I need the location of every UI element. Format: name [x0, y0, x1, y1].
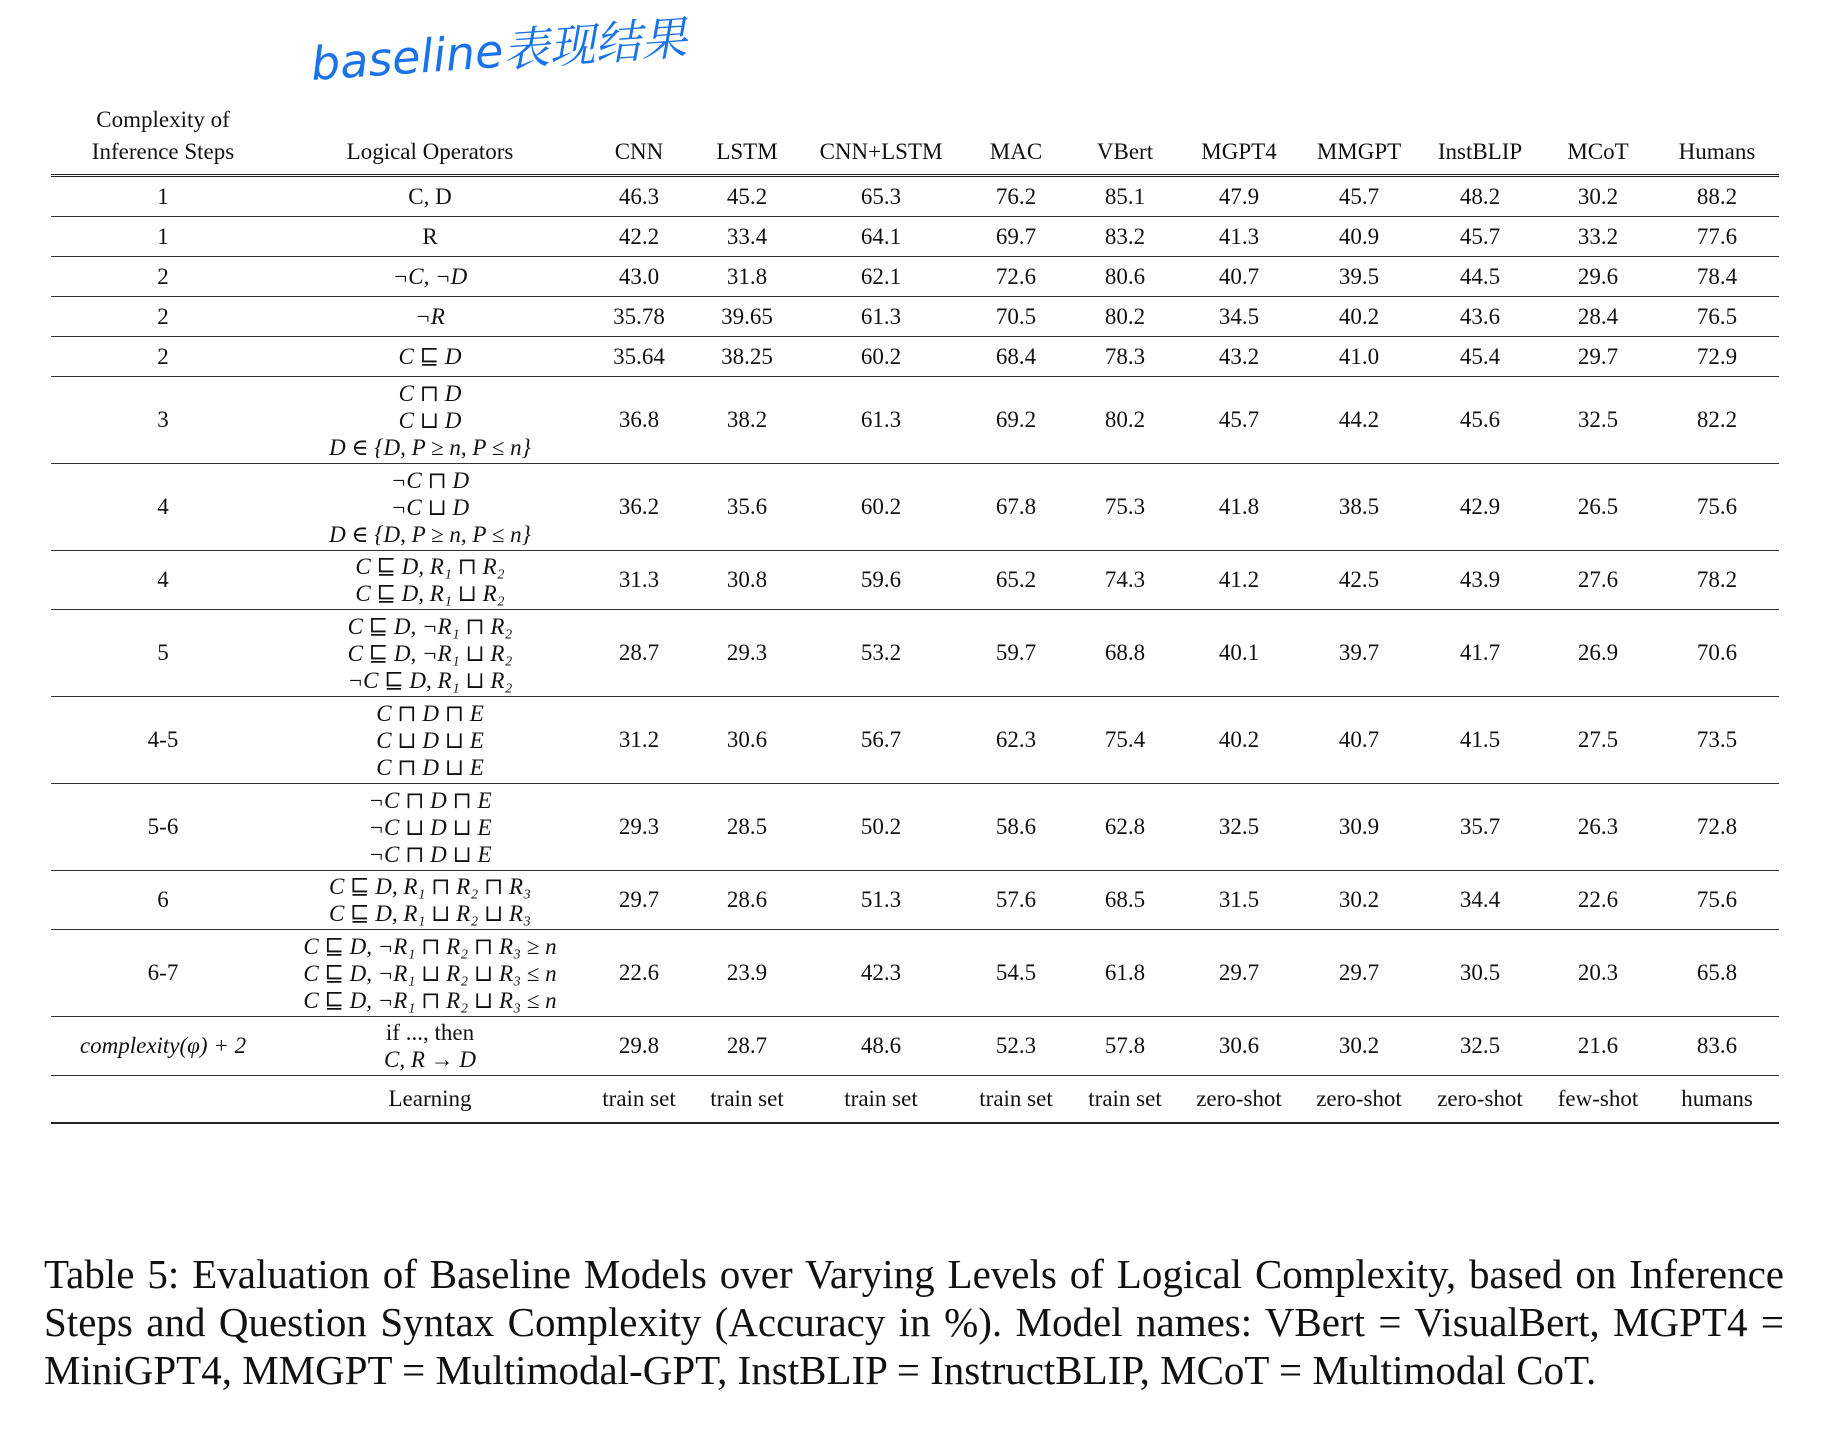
- cell-value: 23.9: [693, 930, 801, 1017]
- annotation-text: baseline表现结果: [309, 10, 689, 91]
- learning-value: train set: [801, 1076, 961, 1124]
- cell-value: 29.6: [1541, 257, 1655, 297]
- operator-line: C ⊑ D: [398, 343, 462, 369]
- cell-value: 45.7: [1299, 176, 1419, 217]
- cell-value: 60.2: [801, 464, 961, 551]
- header-operators: Logical Operators: [275, 96, 585, 176]
- cell-value: 30.8: [693, 551, 801, 610]
- cell-value: 35.78: [585, 297, 693, 337]
- cell-value: 36.2: [585, 464, 693, 551]
- cell-operators: [275, 257, 585, 297]
- header-model: MGPT4: [1179, 96, 1299, 176]
- cell-value: 31.2: [585, 697, 693, 784]
- cell-value: 75.6: [1655, 871, 1779, 930]
- cell-value: 22.6: [585, 930, 693, 1017]
- cell-value: 43.9: [1419, 551, 1541, 610]
- cell-value: 45.2: [693, 176, 801, 217]
- cell-value: 41.0: [1299, 337, 1419, 377]
- cell-value: 31.5: [1179, 871, 1299, 930]
- cell-value: 38.25: [693, 337, 801, 377]
- learning-value: train set: [693, 1076, 801, 1124]
- cell-value: 40.7: [1179, 257, 1299, 297]
- cell-value: 35.64: [585, 337, 693, 377]
- cell-value: 27.6: [1541, 551, 1655, 610]
- cell-value: 61.3: [801, 377, 961, 464]
- cell-value: 42.9: [1419, 464, 1541, 551]
- cell-value: 40.2: [1179, 697, 1299, 784]
- cell-value: 74.3: [1071, 551, 1179, 610]
- cell-value: 30.9: [1299, 784, 1419, 871]
- cell-operators: [275, 176, 585, 217]
- learning-value: train set: [1071, 1076, 1179, 1124]
- operator-line: C ⊑ D, R₁ ⊓ R₂: [355, 554, 505, 579]
- cell-value: 72.6: [961, 257, 1071, 297]
- header-complexity-line1: Complexity of: [96, 106, 230, 132]
- cell-value: 29.7: [585, 871, 693, 930]
- cell-value: 70.6: [1655, 610, 1779, 697]
- cell-operators: [275, 871, 585, 930]
- header-model: InstBLIP: [1419, 96, 1541, 176]
- operator-line: C ⊔ D ⊔ E: [376, 727, 484, 753]
- operator-line: C, D: [408, 183, 452, 209]
- cell-value: 30.2: [1299, 1017, 1419, 1076]
- header-complexity: [51, 96, 275, 176]
- cell-value: 47.9: [1179, 176, 1299, 217]
- header-model: VBert: [1071, 96, 1179, 176]
- cell-operators: [275, 297, 585, 337]
- cell-steps: complexity(φ) + 2: [51, 1017, 275, 1076]
- cell-value: 75.6: [1655, 464, 1779, 551]
- cell-value: 72.9: [1655, 337, 1779, 377]
- cell-value: 41.8: [1179, 464, 1299, 551]
- cell-operators: [275, 377, 585, 464]
- cell-operators: [275, 217, 585, 257]
- cell-value: 64.1: [801, 217, 961, 257]
- cell-steps: 1: [51, 217, 275, 257]
- operator-line: C ⊑ D, R₁ ⊔ R₂ ⊔ R₃: [328, 901, 532, 926]
- table-row: [51, 697, 1779, 784]
- cell-steps: 4-5: [51, 697, 275, 784]
- table-row: [51, 464, 1779, 551]
- operator-line: C ⊑ D, ¬R₁ ⊓ R₂ ⊔ R₃ ≤ n: [303, 987, 557, 1013]
- cell-value: 28.5: [693, 784, 801, 871]
- table-row: [51, 337, 1779, 377]
- cell-value: 26.5: [1541, 464, 1655, 551]
- learning-label: Learning: [275, 1076, 585, 1124]
- cell-value: 45.7: [1419, 217, 1541, 257]
- cell-value: 43.2: [1179, 337, 1299, 377]
- caption-text: Table 5: Evaluation of Baseline Models over Varying Levels of Logical Complexity, based on Inference Steps and Question Syntax Complexity (Accuracy in %). Model names: VBert = VisualBert, MGPT4 = MiniGPT4, MMGPT = Multimodal-GPT, InstBLIP = InstructBLIP, MCoT = Multimodal CoT.: [44, 1251, 1784, 1393]
- operator-line: ¬C ⊔ D ⊔ E: [368, 814, 492, 840]
- cell-value: 41.7: [1419, 610, 1541, 697]
- learning-value: humans: [1655, 1076, 1779, 1124]
- header-model: Humans: [1655, 96, 1779, 176]
- cell-value: 69.2: [961, 377, 1071, 464]
- cell-operators: [275, 337, 585, 377]
- cell-value: 41.2: [1179, 551, 1299, 610]
- operator-line: C ⊑ D, ¬R₁ ⊓ R₂: [347, 613, 513, 639]
- cell-value: 80.2: [1071, 377, 1179, 464]
- cell-value: 31.3: [585, 551, 693, 610]
- cell-value: 30.6: [1179, 1017, 1299, 1076]
- cell-value: 54.5: [961, 930, 1071, 1017]
- cell-value: 50.2: [801, 784, 961, 871]
- operator-line: C ⊑ D, ¬R₁ ⊔ R₂ ⊔ R₃ ≤ n: [303, 960, 557, 986]
- cell-value: 33.4: [693, 217, 801, 257]
- cell-value: 80.6: [1071, 257, 1179, 297]
- cell-value: 32.5: [1179, 784, 1299, 871]
- cell-value: 38.5: [1299, 464, 1419, 551]
- cell-value: 35.7: [1419, 784, 1541, 871]
- operator-line: C ⊓ D ⊓ E: [376, 700, 484, 726]
- table-caption: [44, 1250, 1784, 1394]
- table-row: [51, 377, 1779, 464]
- cell-value: 76.2: [961, 176, 1071, 217]
- header-model: LSTM: [693, 96, 801, 176]
- learning-value: zero-shot: [1179, 1076, 1299, 1124]
- cell-value: 46.3: [585, 176, 693, 217]
- table-row: [51, 551, 1779, 610]
- cell-value: 83.6: [1655, 1017, 1779, 1076]
- cell-value: 40.1: [1179, 610, 1299, 697]
- cell-steps: 2: [51, 337, 275, 377]
- results-table: [51, 96, 1779, 1124]
- cell-value: 43.6: [1419, 297, 1541, 337]
- header-model: MCoT: [1541, 96, 1655, 176]
- cell-value: 83.2: [1071, 217, 1179, 257]
- cell-value: 45.4: [1419, 337, 1541, 377]
- table-row: [51, 257, 1779, 297]
- cell-value: 36.8: [585, 377, 693, 464]
- cell-value: 78.3: [1071, 337, 1179, 377]
- cell-value: 40.2: [1299, 297, 1419, 337]
- cell-steps: 6-7: [51, 930, 275, 1017]
- cell-value: 56.7: [801, 697, 961, 784]
- handwritten-annotation: [308, 10, 689, 108]
- table-row: [51, 176, 1779, 217]
- cell-value: 61.8: [1071, 930, 1179, 1017]
- cell-value: 62.3: [961, 697, 1071, 784]
- cell-value: 48.6: [801, 1017, 961, 1076]
- learning-empty-cell: [51, 1076, 275, 1124]
- operator-line: ¬C ⊔ D: [390, 494, 470, 520]
- operator-line: ¬C ⊓ D: [390, 467, 470, 493]
- table-row: [51, 217, 1779, 257]
- cell-value: 28.7: [585, 610, 693, 697]
- cell-value: 60.2: [801, 337, 961, 377]
- cell-value: 62.8: [1071, 784, 1179, 871]
- learning-value: few-shot: [1541, 1076, 1655, 1124]
- cell-value: 31.8: [693, 257, 801, 297]
- cell-value: 34.4: [1419, 871, 1541, 930]
- cell-steps: 4: [51, 464, 275, 551]
- operator-line: C, R → D: [384, 1047, 476, 1072]
- header-model: MAC: [961, 96, 1071, 176]
- operator-line: D ∈ {D, P ≥ n, P ≤ n}: [329, 521, 531, 547]
- cell-value: 45.7: [1179, 377, 1299, 464]
- cell-value: 72.8: [1655, 784, 1779, 871]
- cell-value: 29.7: [1299, 930, 1419, 1017]
- cell-value: 73.5: [1655, 697, 1779, 784]
- learning-value: zero-shot: [1419, 1076, 1541, 1124]
- cell-value: 68.5: [1071, 871, 1179, 930]
- cell-value: 39.7: [1299, 610, 1419, 697]
- cell-value: 70.5: [961, 297, 1071, 337]
- cell-value: 29.3: [693, 610, 801, 697]
- cell-steps: 4: [51, 551, 275, 610]
- cell-value: 44.5: [1419, 257, 1541, 297]
- cell-value: 75.4: [1071, 697, 1179, 784]
- cell-value: 44.2: [1299, 377, 1419, 464]
- header-row: [51, 96, 1779, 176]
- cell-steps: 5-6: [51, 784, 275, 871]
- cell-operators: [275, 464, 585, 551]
- cell-steps: 5: [51, 610, 275, 697]
- cell-value: 29.7: [1541, 337, 1655, 377]
- cell-value: 35.6: [693, 464, 801, 551]
- cell-value: 40.7: [1299, 697, 1419, 784]
- header-model: CNN: [585, 96, 693, 176]
- cell-value: 21.6: [1541, 1017, 1655, 1076]
- cell-value: 27.5: [1541, 697, 1655, 784]
- operator-line: ¬C ⊓ D ⊓ E: [368, 787, 492, 813]
- cell-value: 28.7: [693, 1017, 801, 1076]
- operator-line: C ⊑ D, R₁ ⊓ R₂ ⊓ R₃: [328, 874, 532, 899]
- cell-value: 41.5: [1419, 697, 1541, 784]
- cell-value: 80.2: [1071, 297, 1179, 337]
- cell-steps: 6: [51, 871, 275, 930]
- table-row: [51, 784, 1779, 871]
- cell-value: 61.3: [801, 297, 961, 337]
- cell-value: 58.6: [961, 784, 1071, 871]
- header-model: MMGPT: [1299, 96, 1419, 176]
- operator-line: C ⊓ D: [398, 380, 462, 406]
- cell-value: 45.6: [1419, 377, 1541, 464]
- cell-value: 20.3: [1541, 930, 1655, 1017]
- cell-value: 68.8: [1071, 610, 1179, 697]
- operator-line: R: [422, 223, 438, 249]
- cell-value: 57.8: [1071, 1017, 1179, 1076]
- operator-line: C ⊓ D ⊔ E: [376, 754, 484, 780]
- cell-value: 51.3: [801, 871, 961, 930]
- cell-operators: [275, 1017, 585, 1076]
- cell-value: 59.7: [961, 610, 1071, 697]
- cell-value: 77.6: [1655, 217, 1779, 257]
- cell-value: 34.5: [1179, 297, 1299, 337]
- table-row: [51, 930, 1779, 1017]
- cell-value: 30.2: [1299, 871, 1419, 930]
- cell-operators: [275, 930, 585, 1017]
- cell-value: 65.2: [961, 551, 1071, 610]
- operator-line: D ∈ {D, P ≥ n, P ≤ n}: [329, 434, 531, 460]
- cell-value: 82.2: [1655, 377, 1779, 464]
- cell-value: 48.2: [1419, 176, 1541, 217]
- cell-value: 52.3: [961, 1017, 1071, 1076]
- cell-operators: [275, 697, 585, 784]
- cell-value: 29.7: [1179, 930, 1299, 1017]
- learning-value: train set: [585, 1076, 693, 1124]
- cell-value: 30.2: [1541, 176, 1655, 217]
- cell-value: 33.2: [1541, 217, 1655, 257]
- operator-line: C ⊔ D: [398, 407, 462, 433]
- operator-line: C ⊑ D, ¬R₁ ⊔ R₂: [347, 640, 513, 666]
- cell-value: 59.6: [801, 551, 961, 610]
- cell-value: 78.4: [1655, 257, 1779, 297]
- cell-value: 65.3: [801, 176, 961, 217]
- cell-value: 30.6: [693, 697, 801, 784]
- operator-line: C ⊑ D, ¬R₁ ⊓ R₂ ⊓ R₃ ≥ n: [303, 933, 557, 959]
- cell-steps: 1: [51, 176, 275, 217]
- table-row: [51, 297, 1779, 337]
- cell-value: 28.4: [1541, 297, 1655, 337]
- cell-value: 26.3: [1541, 784, 1655, 871]
- header-complexity-line2: Inference Steps: [91, 138, 235, 164]
- operator-line: ¬R: [415, 303, 445, 329]
- cell-value: 39.5: [1299, 257, 1419, 297]
- cell-value: 62.1: [801, 257, 961, 297]
- operator-line: ¬C, ¬D: [392, 263, 468, 289]
- cell-value: 69.7: [961, 217, 1071, 257]
- cell-value: 43.0: [585, 257, 693, 297]
- cell-value: 42.2: [585, 217, 693, 257]
- cell-value: 39.65: [693, 297, 801, 337]
- table-body: [51, 176, 1779, 1124]
- cell-value: 78.2: [1655, 551, 1779, 610]
- operator-line: if ..., then: [385, 1020, 475, 1045]
- cell-value: 68.4: [961, 337, 1071, 377]
- cell-value: 53.2: [801, 610, 961, 697]
- cell-steps: 2: [51, 297, 275, 337]
- cell-value: 32.5: [1541, 377, 1655, 464]
- cell-value: 22.6: [1541, 871, 1655, 930]
- cell-value: 75.3: [1071, 464, 1179, 551]
- learning-value: zero-shot: [1299, 1076, 1419, 1124]
- cell-operators: [275, 610, 585, 697]
- operator-line: ¬C ⊓ D ⊔ E: [368, 841, 492, 867]
- cell-value: 42.3: [801, 930, 961, 1017]
- cell-value: 26.9: [1541, 610, 1655, 697]
- cell-value: 67.8: [961, 464, 1071, 551]
- cell-value: 88.2: [1655, 176, 1779, 217]
- cell-value: 29.3: [585, 784, 693, 871]
- cell-steps: 2: [51, 257, 275, 297]
- cell-value: 41.3: [1179, 217, 1299, 257]
- cell-value: 32.5: [1419, 1017, 1541, 1076]
- learning-row: [51, 1076, 1779, 1124]
- cell-value: 76.5: [1655, 297, 1779, 337]
- cell-value: 40.9: [1299, 217, 1419, 257]
- cell-operators: [275, 551, 585, 610]
- cell-value: 38.2: [693, 377, 801, 464]
- cell-steps: 3: [51, 377, 275, 464]
- cell-value: 29.8: [585, 1017, 693, 1076]
- cell-value: 42.5: [1299, 551, 1419, 610]
- table-row: [51, 610, 1779, 697]
- cell-value: 65.8: [1655, 930, 1779, 1017]
- cell-operators: [275, 784, 585, 871]
- header-model: CNN+LSTM: [801, 96, 961, 176]
- table-row: [51, 871, 1779, 930]
- cell-value: 30.5: [1419, 930, 1541, 1017]
- cell-value: 28.6: [693, 871, 801, 930]
- table-row: [51, 1017, 1779, 1076]
- operator-line: ¬C ⊑ D, R₁ ⊔ R₂: [347, 667, 513, 693]
- cell-value: 57.6: [961, 871, 1071, 930]
- learning-value: train set: [961, 1076, 1071, 1124]
- cell-value: 85.1: [1071, 176, 1179, 217]
- operator-line: C ⊑ D, R₁ ⊔ R₂: [355, 581, 505, 606]
